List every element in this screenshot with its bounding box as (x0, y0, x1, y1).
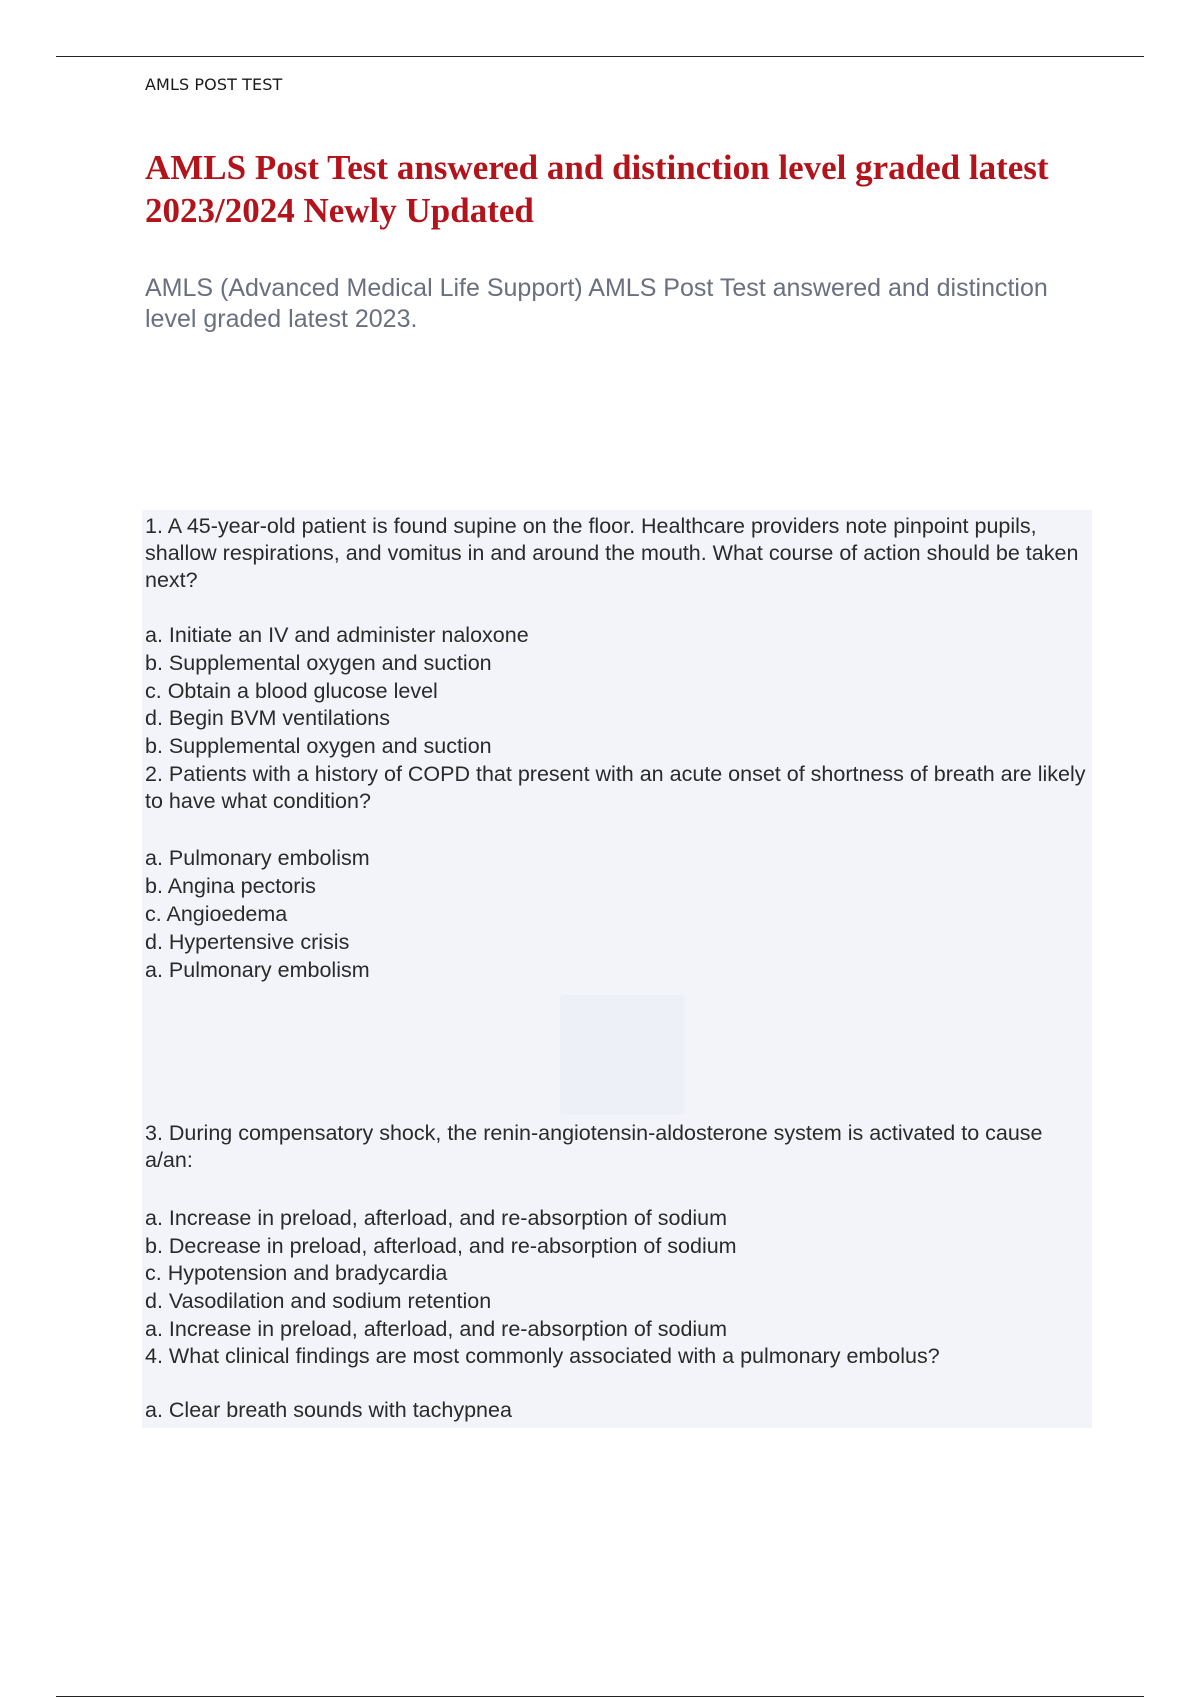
question-2-option-d: d. Hypertensive crisis (145, 930, 350, 954)
question-3-answer: a. Increase in preload, afterload, and re-absorption of sodium (145, 1317, 728, 1341)
question-2-option-b: b. Angina pectoris (145, 874, 316, 898)
question-1-option-d: d. Begin BVM ventilations (145, 706, 390, 730)
question-3-option-b: b. Decrease in preload, afterload, and re-absorption of sodium (145, 1234, 737, 1258)
question-1-option-a: a. Initiate an IV and administer naloxone (145, 623, 529, 647)
question-2-text: 2. Patients with a history of COPD that present with an acute onset of shortness of breath are likely to have what condition? (145, 762, 1086, 813)
question-3-text: 3. During compensatory shock, the renin-angiotensin-aldosterone system is activated to cause a/an: (145, 1121, 1043, 1172)
question-1-answer: b. Supplemental oxygen and suction (145, 734, 492, 758)
question-4-text: 4. What clinical findings are most commonly associated with a pulmonary embolus? (145, 1344, 940, 1368)
question-3-option-a: a. Increase in preload, afterload, and re-absorption of sodium (145, 1206, 728, 1230)
question-1-text: 1. A 45-year-old patient is found supine on the floor. Healthcare providers note pinpoint pupils, shallow respirations, and vomitus in and around the mouth. What course of action should be taken next? (145, 514, 1079, 592)
question-2-answer: a. Pulmonary embolism (145, 958, 370, 982)
document-title: AMLS Post Test answered and distinction level graded latest 2023/2024 Newly Updated (145, 148, 1049, 230)
question-1-option-c: c. Obtain a blood glucose level (145, 679, 438, 703)
document-subtitle: AMLS (Advanced Medical Life Support) AMLS Post Test answered and distinction level graded latest 2023. (145, 274, 1048, 333)
running-header: AMLS POST TEST (145, 75, 283, 94)
footer-rule (56, 1696, 1144, 1697)
watermark-stamp (560, 995, 685, 1115)
question-3-option-d: d. Vasodilation and sodium retention (145, 1289, 492, 1313)
question-3-option-c: c. Hypotension and bradycardia (145, 1261, 448, 1285)
question-4-option-a: a. Clear breath sounds with tachypnea (145, 1398, 512, 1422)
question-2-option-a: a. Pulmonary embolism (145, 846, 370, 870)
header-rule (56, 56, 1144, 57)
question-1-option-b: b. Supplemental oxygen and suction (145, 651, 492, 675)
question-2-option-c: c. Angioedema (145, 902, 288, 926)
